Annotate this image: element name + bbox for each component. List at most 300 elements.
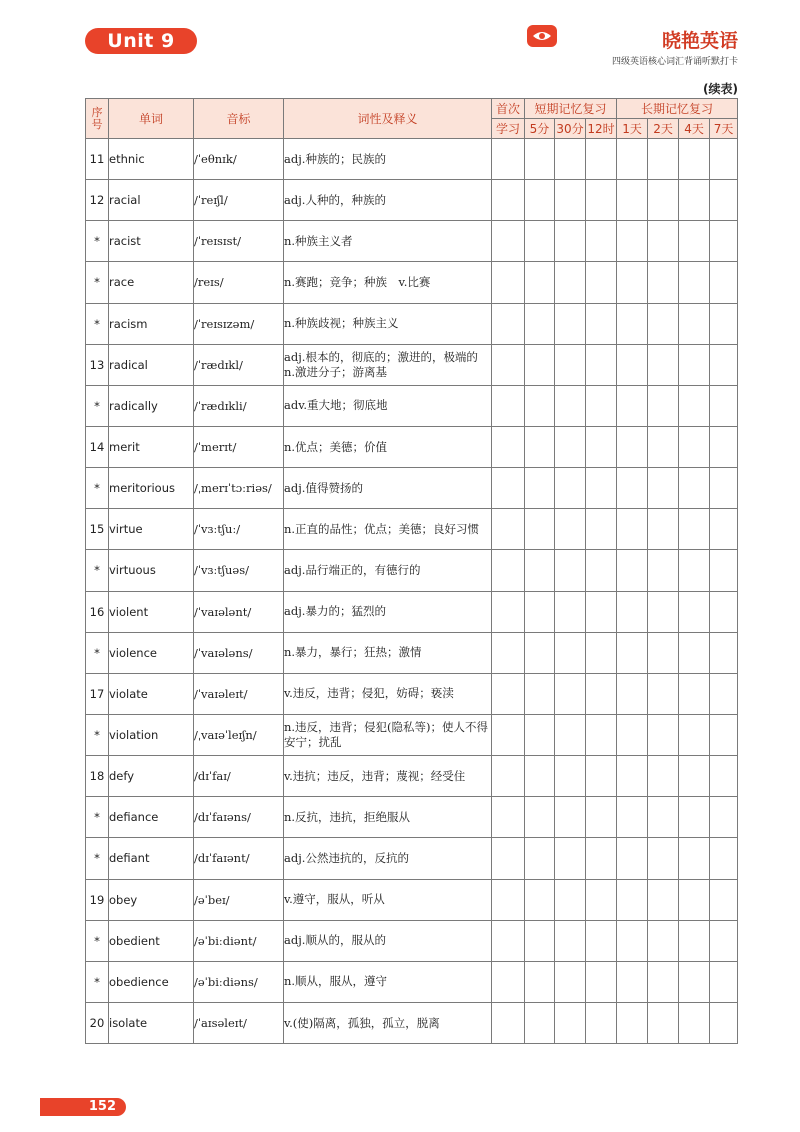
checkin-cell[interactable]	[679, 139, 710, 180]
phonetic-cell: /ˈaɪsəleɪt/	[194, 1002, 284, 1043]
phonetic-cell: /ˈvaɪəleɪt/	[194, 673, 284, 714]
checkin-cell[interactable]	[679, 385, 710, 426]
table-row	[86, 673, 738, 714]
row-number: 11	[86, 139, 109, 180]
checkin-cell[interactable]	[492, 509, 525, 550]
checkin-cell[interactable]	[648, 139, 679, 180]
phonetic-cell: /ˈvɜːtʃuː/	[194, 509, 284, 550]
checkin-cell[interactable]	[679, 591, 710, 632]
checkin-cell[interactable]	[710, 797, 738, 838]
checkin-cell[interactable]	[555, 714, 586, 755]
continued-label: (续表)	[703, 82, 738, 96]
table-row	[86, 139, 738, 180]
phonetic-cell: /ˈmerɪt/	[194, 426, 284, 467]
word-cell: racism	[109, 303, 194, 344]
checkin-cell[interactable]	[648, 632, 679, 673]
checkin-cell[interactable]	[525, 632, 555, 673]
checkin-cell[interactable]	[679, 838, 710, 879]
checkin-cell[interactable]	[555, 920, 586, 961]
checkin-cell[interactable]	[617, 756, 648, 797]
checkin-cell[interactable]	[525, 879, 555, 920]
checkin-cell[interactable]	[555, 180, 586, 221]
checkin-cell[interactable]	[586, 139, 617, 180]
definition-cell: v.违反，违背；侵犯，妨碍；亵渎	[284, 673, 492, 714]
checkin-cell[interactable]	[710, 838, 738, 879]
checkin-cell[interactable]	[525, 797, 555, 838]
definition-cell: v.遵守，服从，听从	[284, 879, 492, 920]
checkin-cell[interactable]	[710, 426, 738, 467]
word-cell: meritorious	[109, 468, 194, 509]
word-cell: race	[109, 262, 194, 303]
row-number: 18	[86, 756, 109, 797]
checkin-cell[interactable]	[710, 550, 738, 591]
word-cell: isolate	[109, 1002, 194, 1043]
checkin-cell[interactable]	[525, 920, 555, 961]
checkin-cell[interactable]	[555, 797, 586, 838]
word-cell: racist	[109, 221, 194, 262]
row-number: 13	[86, 344, 109, 385]
header-learn: 学习	[492, 119, 525, 139]
checkin-cell[interactable]	[679, 920, 710, 961]
checkin-cell[interactable]	[586, 879, 617, 920]
row-number: *	[86, 303, 109, 344]
row-number: *	[86, 838, 109, 879]
checkin-cell[interactable]	[555, 426, 586, 467]
checkin-cell[interactable]	[679, 632, 710, 673]
phonetic-cell: /ˈeθnɪk/	[194, 139, 284, 180]
checkin-cell[interactable]	[617, 509, 648, 550]
word-cell: virtue	[109, 509, 194, 550]
checkin-cell[interactable]	[679, 468, 710, 509]
definition-cell: adj.值得赞扬的	[284, 468, 492, 509]
header-long-col: 7天	[710, 119, 738, 139]
word-cell: virtuous	[109, 550, 194, 591]
word-cell: radically	[109, 385, 194, 426]
checkin-cell[interactable]	[586, 550, 617, 591]
checkin-cell[interactable]	[555, 344, 586, 385]
checkin-cell[interactable]	[525, 838, 555, 879]
checkin-cell[interactable]	[492, 180, 525, 221]
brand-name: 晓艳英语	[661, 30, 738, 52]
checkin-cell[interactable]	[648, 550, 679, 591]
definition-cell: v.违抗；违反，违背；蔑视；经受住	[284, 756, 492, 797]
row-number: *	[86, 920, 109, 961]
checkin-cell[interactable]	[525, 426, 555, 467]
definition-cell: n.顺从，服从，遵守	[284, 961, 492, 1002]
checkin-cell[interactable]	[617, 1002, 648, 1043]
checkin-cell[interactable]	[648, 344, 679, 385]
word-cell: radical	[109, 344, 194, 385]
definition-cell: v.(使)隔离，孤独，孤立，脱离	[284, 1002, 492, 1043]
checkin-cell[interactable]	[679, 262, 710, 303]
definition-cell: n.暴力，暴行；狂热；激情	[284, 632, 492, 673]
checkin-cell[interactable]	[492, 756, 525, 797]
checkin-cell[interactable]	[555, 1002, 586, 1043]
checkin-cell[interactable]	[525, 221, 555, 262]
checkin-cell[interactable]	[617, 139, 648, 180]
checkin-cell[interactable]	[710, 139, 738, 180]
checkin-cell[interactable]	[492, 1002, 525, 1043]
definition-cell: adj.公然违抗的，反抗的	[284, 838, 492, 879]
checkin-cell[interactable]	[648, 879, 679, 920]
vocabulary-table	[85, 98, 738, 1044]
table-row	[86, 468, 738, 509]
checkin-cell[interactable]	[617, 714, 648, 755]
row-number: 16	[86, 591, 109, 632]
word-cell: obedience	[109, 961, 194, 1002]
checkin-cell[interactable]	[710, 961, 738, 1002]
word-cell: defiance	[109, 797, 194, 838]
checkin-cell[interactable]	[586, 673, 617, 714]
header-short-col: 5分	[525, 119, 555, 139]
checkin-cell[interactable]	[679, 550, 710, 591]
definition-cell: adj.人种的，种族的	[284, 180, 492, 221]
checkin-cell[interactable]	[525, 139, 555, 180]
checkin-cell[interactable]	[586, 961, 617, 1002]
word-cell: violate	[109, 673, 194, 714]
checkin-cell[interactable]	[525, 550, 555, 591]
checkin-cell[interactable]	[586, 797, 617, 838]
checkin-cell[interactable]	[492, 426, 525, 467]
table-row	[86, 591, 738, 632]
table-row	[86, 632, 738, 673]
row-number: 15	[86, 509, 109, 550]
checkin-cell[interactable]	[492, 344, 525, 385]
checkin-cell[interactable]	[648, 468, 679, 509]
checkin-cell[interactable]	[648, 1002, 679, 1043]
phonetic-cell: /dɪˈfaɪəns/	[194, 797, 284, 838]
checkin-cell[interactable]	[679, 961, 710, 1002]
definition-cell: adj.根本的，彻底的；激进的，极端的 n.激进分子；游离基	[284, 344, 492, 385]
definition-cell: adj.暴力的；猛烈的	[284, 591, 492, 632]
word-cell: obedient	[109, 920, 194, 961]
definition-cell: n.违反，违背；侵犯(隐私等)；使人不得安宁；扰乱	[284, 714, 492, 755]
checkin-cell[interactable]	[710, 509, 738, 550]
checkin-cell[interactable]	[679, 509, 710, 550]
row-number: *	[86, 385, 109, 426]
word-cell: racial	[109, 180, 194, 221]
checkin-cell[interactable]	[555, 468, 586, 509]
phonetic-cell: /dɪˈfaɪənt/	[194, 838, 284, 879]
checkin-cell[interactable]	[679, 714, 710, 755]
row-number: *	[86, 550, 109, 591]
checkin-cell[interactable]	[525, 591, 555, 632]
checkin-cell[interactable]	[586, 344, 617, 385]
table-row	[86, 344, 738, 385]
word-cell: violence	[109, 632, 194, 673]
checkin-cell[interactable]	[525, 714, 555, 755]
checkin-cell[interactable]	[586, 591, 617, 632]
row-number: 20	[86, 1002, 109, 1043]
checkin-cell[interactable]	[555, 632, 586, 673]
table-row	[86, 262, 738, 303]
checkin-cell[interactable]	[648, 180, 679, 221]
row-number: *	[86, 961, 109, 1002]
phonetic-cell: /ˈvɜːtʃuəs/	[194, 550, 284, 591]
checkin-cell[interactable]	[555, 879, 586, 920]
checkin-cell[interactable]	[679, 221, 710, 262]
checkin-cell[interactable]	[617, 673, 648, 714]
definition-cell: n.反抗，违抗，拒绝服从	[284, 797, 492, 838]
checkin-cell[interactable]	[525, 468, 555, 509]
table-row	[86, 1002, 738, 1043]
row-number: *	[86, 468, 109, 509]
checkin-cell[interactable]	[586, 838, 617, 879]
checkin-cell[interactable]	[586, 1002, 617, 1043]
checkin-cell[interactable]	[586, 426, 617, 467]
table-row	[86, 180, 738, 221]
table-row	[86, 714, 738, 755]
checkin-cell[interactable]	[555, 838, 586, 879]
checkin-cell[interactable]	[710, 920, 738, 961]
word-cell: ethnic	[109, 139, 194, 180]
definition-cell: adj.种族的；民族的	[284, 139, 492, 180]
table-row	[86, 920, 738, 961]
checkin-cell[interactable]	[648, 714, 679, 755]
checkin-cell[interactable]	[617, 879, 648, 920]
checkin-cell[interactable]	[525, 344, 555, 385]
checkin-cell[interactable]	[710, 180, 738, 221]
checkin-cell[interactable]	[648, 797, 679, 838]
checkin-cell[interactable]	[492, 632, 525, 673]
checkin-cell[interactable]	[586, 221, 617, 262]
checkin-cell[interactable]	[555, 673, 586, 714]
table-row	[86, 756, 738, 797]
checkin-cell[interactable]	[555, 509, 586, 550]
checkin-cell[interactable]	[492, 550, 525, 591]
checkin-cell[interactable]	[525, 673, 555, 714]
checkin-cell[interactable]	[648, 426, 679, 467]
phonetic-cell: /ˈrædɪkli/	[194, 385, 284, 426]
checkin-cell[interactable]	[617, 221, 648, 262]
phonetic-cell: /ˈreɪʃl/	[194, 180, 284, 221]
checkin-cell[interactable]	[525, 1002, 555, 1043]
seal-logo-icon	[526, 24, 558, 48]
row-number: *	[86, 797, 109, 838]
header-seq: 序号	[86, 99, 109, 139]
definition-cell: n.赛跑；竞争；种族 v.比赛	[284, 262, 492, 303]
phonetic-cell: /ˌmerɪˈtɔːriəs/	[194, 468, 284, 509]
checkin-cell[interactable]	[586, 468, 617, 509]
checkin-cell[interactable]	[617, 385, 648, 426]
checkin-cell[interactable]	[492, 303, 525, 344]
phonetic-cell: /reɪs/	[194, 262, 284, 303]
phonetic-cell: /ˈvaɪələnt/	[194, 591, 284, 632]
checkin-cell[interactable]	[648, 756, 679, 797]
row-number: 14	[86, 426, 109, 467]
definition-cell: n.优点；美德；价值	[284, 426, 492, 467]
checkin-cell[interactable]	[617, 344, 648, 385]
checkin-cell[interactable]	[555, 221, 586, 262]
checkin-cell[interactable]	[679, 797, 710, 838]
header-word: 单词	[109, 99, 194, 139]
checkin-cell[interactable]	[679, 1002, 710, 1043]
header-phonetic: 音标	[194, 99, 284, 139]
definition-cell: adj.品行端正的，有德行的	[284, 550, 492, 591]
header-short-col: 30分	[555, 119, 586, 139]
checkin-cell[interactable]	[555, 262, 586, 303]
unit-badge: Unit 9	[85, 28, 197, 54]
checkin-cell[interactable]	[617, 468, 648, 509]
header-short-col: 12时	[586, 119, 617, 139]
checkin-cell[interactable]	[617, 591, 648, 632]
checkin-cell[interactable]	[648, 509, 679, 550]
header-long-col: 1天	[617, 119, 648, 139]
row-number: *	[86, 262, 109, 303]
table-row	[86, 509, 738, 550]
checkin-cell[interactable]	[617, 426, 648, 467]
word-cell: violation	[109, 714, 194, 755]
row-number: *	[86, 714, 109, 755]
row-number: 17	[86, 673, 109, 714]
checkin-cell[interactable]	[555, 756, 586, 797]
header-first: 首次	[492, 99, 525, 119]
header-short-term: 短期记忆复习	[525, 99, 617, 119]
phonetic-cell: /əˈbiːdiəns/	[194, 961, 284, 1002]
checkin-cell[interactable]	[525, 509, 555, 550]
checkin-cell[interactable]	[679, 756, 710, 797]
checkin-cell[interactable]	[586, 509, 617, 550]
checkin-cell[interactable]	[492, 385, 525, 426]
checkin-cell[interactable]	[586, 920, 617, 961]
checkin-cell[interactable]	[679, 180, 710, 221]
phonetic-cell: /ˈreɪsɪst/	[194, 221, 284, 262]
checkin-cell[interactable]	[710, 591, 738, 632]
checkin-cell[interactable]	[492, 797, 525, 838]
brand-header	[518, 24, 738, 67]
checkin-cell[interactable]	[492, 221, 525, 262]
word-cell: defy	[109, 756, 194, 797]
table-row	[86, 879, 738, 920]
checkin-cell[interactable]	[492, 591, 525, 632]
word-cell: obey	[109, 879, 194, 920]
checkin-cell[interactable]	[617, 961, 648, 1002]
phonetic-cell: /ˈreɪsɪzəm/	[194, 303, 284, 344]
phonetic-cell: /əˈbiːdiənt/	[194, 920, 284, 961]
checkin-cell[interactable]	[710, 385, 738, 426]
checkin-cell[interactable]	[586, 632, 617, 673]
checkin-cell[interactable]	[492, 468, 525, 509]
checkin-cell[interactable]	[492, 879, 525, 920]
checkin-cell[interactable]	[586, 756, 617, 797]
checkin-cell[interactable]	[492, 139, 525, 180]
definition-cell: adv.重大地；彻底地	[284, 385, 492, 426]
checkin-cell[interactable]	[710, 262, 738, 303]
checkin-cell[interactable]	[617, 797, 648, 838]
checkin-cell[interactable]	[555, 385, 586, 426]
checkin-cell[interactable]	[710, 632, 738, 673]
header-pos-definition: 词性及释义	[284, 99, 492, 139]
row-number: *	[86, 632, 109, 673]
checkin-cell[interactable]	[492, 961, 525, 1002]
checkin-cell[interactable]	[617, 550, 648, 591]
checkin-cell[interactable]	[710, 303, 738, 344]
checkin-cell[interactable]	[525, 180, 555, 221]
checkin-cell[interactable]	[492, 262, 525, 303]
checkin-cell[interactable]	[555, 139, 586, 180]
checkin-cell[interactable]	[586, 180, 617, 221]
checkin-cell[interactable]	[525, 303, 555, 344]
checkin-cell[interactable]	[525, 961, 555, 1002]
page-number: 152	[40, 1098, 126, 1116]
table-row	[86, 961, 738, 1002]
checkin-cell[interactable]	[586, 303, 617, 344]
checkin-cell[interactable]	[525, 756, 555, 797]
checkin-cell[interactable]	[617, 920, 648, 961]
checkin-cell[interactable]	[648, 673, 679, 714]
checkin-cell[interactable]	[617, 303, 648, 344]
checkin-cell[interactable]	[648, 221, 679, 262]
checkin-cell[interactable]	[586, 262, 617, 303]
checkin-cell[interactable]	[648, 920, 679, 961]
checkin-cell[interactable]	[555, 961, 586, 1002]
word-cell: violent	[109, 591, 194, 632]
table-row	[86, 838, 738, 879]
table-row	[86, 550, 738, 591]
definition-cell: n.种族主义者	[284, 221, 492, 262]
row-number: 19	[86, 879, 109, 920]
row-number: 12	[86, 180, 109, 221]
phonetic-cell: /ˈrædɪkl/	[194, 344, 284, 385]
checkin-cell[interactable]	[617, 632, 648, 673]
checkin-cell[interactable]	[679, 879, 710, 920]
checkin-cell[interactable]	[555, 591, 586, 632]
table-row	[86, 385, 738, 426]
checkin-cell[interactable]	[710, 468, 738, 509]
checkin-cell[interactable]	[679, 303, 710, 344]
checkin-cell[interactable]	[492, 673, 525, 714]
word-cell: defiant	[109, 838, 194, 879]
checkin-cell[interactable]	[555, 303, 586, 344]
checkin-cell[interactable]	[679, 344, 710, 385]
checkin-cell[interactable]	[555, 550, 586, 591]
checkin-cell[interactable]	[586, 714, 617, 755]
checkin-cell[interactable]	[679, 673, 710, 714]
checkin-cell[interactable]	[525, 262, 555, 303]
checkin-cell[interactable]	[710, 673, 738, 714]
checkin-cell[interactable]	[617, 838, 648, 879]
phonetic-cell: /dɪˈfaɪ/	[194, 756, 284, 797]
checkin-cell[interactable]	[648, 591, 679, 632]
phonetic-cell: /ˌvaɪəˈleɪʃn/	[194, 714, 284, 755]
word-cell: merit	[109, 426, 194, 467]
table-row	[86, 426, 738, 467]
checkin-cell[interactable]	[492, 714, 525, 755]
checkin-cell[interactable]	[648, 262, 679, 303]
checkin-cell[interactable]	[679, 426, 710, 467]
table-row	[86, 303, 738, 344]
checkin-cell[interactable]	[617, 262, 648, 303]
checkin-cell[interactable]	[710, 879, 738, 920]
checkin-cell[interactable]	[648, 838, 679, 879]
checkin-cell[interactable]	[710, 714, 738, 755]
row-number: *	[86, 221, 109, 262]
checkin-cell[interactable]	[586, 385, 617, 426]
checkin-cell[interactable]	[710, 756, 738, 797]
checkin-cell[interactable]	[710, 221, 738, 262]
checkin-cell[interactable]	[710, 1002, 738, 1043]
brand-subtitle: 四级英语核心词汇背诵听默打卡	[611, 57, 738, 67]
checkin-cell[interactable]	[648, 385, 679, 426]
checkin-cell[interactable]	[648, 303, 679, 344]
definition-cell: n.正直的品性；优点；美德；良好习惯	[284, 509, 492, 550]
checkin-cell[interactable]	[525, 385, 555, 426]
checkin-cell[interactable]	[492, 838, 525, 879]
checkin-cell[interactable]	[492, 920, 525, 961]
checkin-cell[interactable]	[648, 961, 679, 1002]
checkin-cell[interactable]	[617, 180, 648, 221]
checkin-cell[interactable]	[710, 344, 738, 385]
